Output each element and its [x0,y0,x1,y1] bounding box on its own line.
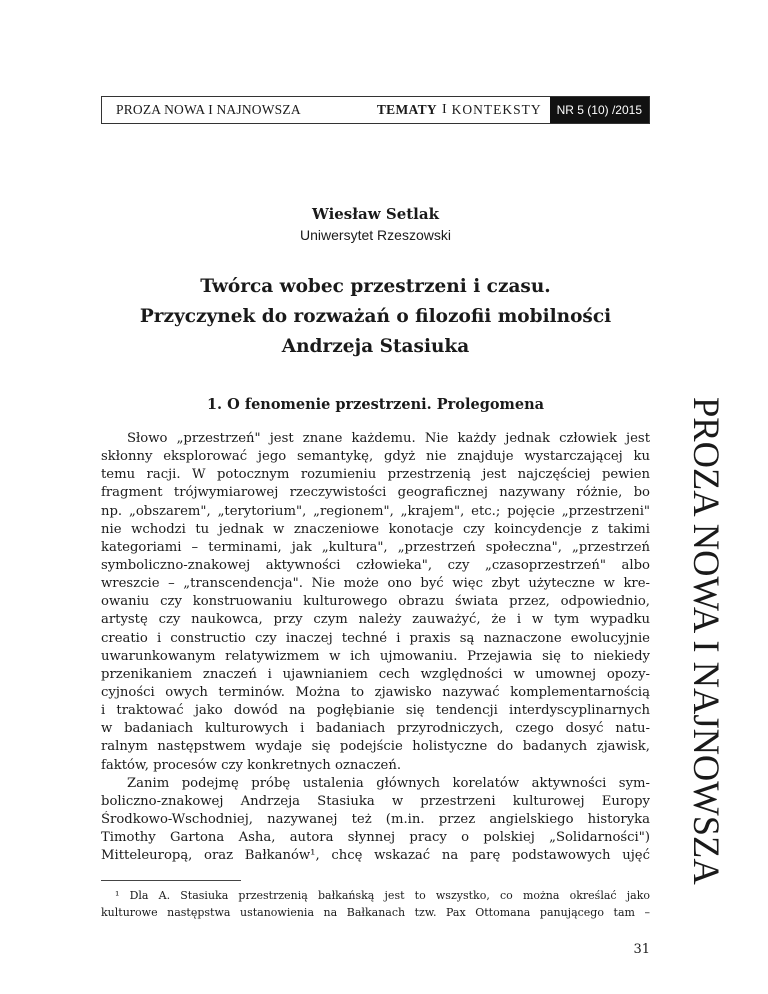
body-line: kategoriami – terminami, jak „kultura", „przestrzeń społeczna", „przestrzeń [101,539,650,555]
body-line: ralnym następstwem wydaje się podejście holistyczne do badanych zjawisk, [101,739,650,755]
body-line: skłonny eksplorować jego semantykę, gdyż nie znajduje wystarczającej ku [101,449,650,465]
title-line: Przyczynek do rozważań o filozofii mobilności [139,306,612,327]
body-line: Środkowo-Wschodniej, nazywanej też (m.in. przez angielskiego historyka [101,811,650,827]
article-title [101,272,650,362]
author-affiliation: Uniwersytet Rzeszowski [300,227,451,243]
header-tematy: TEMATY [376,102,437,117]
footnote-divider [101,880,241,881]
journal-name: PROZA NOWA I NAJNOWSZA [116,102,301,117]
body-text [101,430,650,865]
body-line: w badaniach kulturowych i badaniach przyrodniczych, czego dosyć natu- [101,721,650,737]
body-line: Timothy Gartona Asha, autora słynnej pracy o polskiej „Solidarności") [101,830,650,846]
body-line: temu racji. W potocznym rozumieniu przestrzenią jest najczęściej pewien [101,467,650,483]
body-line: symboliczno-znakowej aktywności człowieka", czy „czasoprzestrzeń" albo [101,557,650,573]
body-line: creatio i constructio czy inaczej techné i praxis są naznaczone ewolucyjnie [101,630,650,646]
footnote-line: kulturowe następstwa ustanowienia na Bałkanach tzw. Pax Ottomana panującego tam – [101,906,650,919]
header-konteksty: KONTEKSTY [451,102,542,117]
body-line: nie wchodzi tu jednak w znaczeniowe konotacje czy koincydencje z takimi [101,521,650,537]
body-line: przenikaniem znaczeń i ujawnianiem cech względności w umownej opozy- [101,666,650,682]
footnote-line: ¹ Dla A. Stasiuka przestrzenią bałkańską jest to wszystko, co można określać jako [115,889,650,902]
header-separator: I [441,102,447,117]
footnote [101,887,650,921]
side-journal-title: PROZA NOWA I NAJNOWSZA [686,397,727,885]
body-line: i traktować jako dowód na pogłębianie się tendencji interdyscyplinarnych [101,703,650,719]
body-line: Słowo „przestrzeń" jest znane każdemu. Nie każdy jednak człowiek jest [127,431,650,446]
body-line: fragment trójwymiarowej rzeczywistości geograficznej nazywany różnie, bo [101,485,650,501]
title-line: Andrzeja Stasiuka [281,336,470,357]
body-line: owaniu czy konstruowaniu kulturowego obrazu świata przez, odpowiednio, [101,594,650,610]
body-line: artystę czy naukowca, przy czym należy zauważyć, że i w tym wypadku [101,612,650,628]
body-line: np. „obszarem", „terytorium", „regionem", „krajem", etc.; pojęcie „przestrzeni" [101,503,650,519]
section-heading: 1. O fenomenie przestrzeni. Prolegomena [206,396,545,413]
body-line: uwarunkowanym relatywizmem w ich ujmowaniu. Przejawia się to niekiedy [101,648,650,664]
author-name: Wiesław Setlak [311,205,439,223]
body-line: wreszcie – „transcendencja". Nie może ono być więc zbyt użyteczne w kre- [101,576,650,592]
body-line: cyjności owych terminów. Można to zjawisko nazywać komplementarnością [101,684,650,700]
page-number: 31 [633,942,650,957]
body-line: Zanim podejmę próbę ustalenia głównych korelatów aktywności sym- [127,775,650,791]
body-line: faktów, procesów czy konkretnych oznaczeń. [101,757,402,773]
body-line: Mitteleuropą, oraz Bałkanów¹, chcę wskazać na parę podstawowych ujęć [101,848,650,864]
issue-badge: NR 5 (10) /2015 [550,97,649,123]
running-header [101,96,650,124]
header-right [377,97,649,123]
title-line: Twórca wobec przestrzeni i czasu. [200,276,551,297]
body-line: boliczno-znakowej Andrzeja Stasiuka w przestrzeni kulturowej Europy [101,793,650,809]
